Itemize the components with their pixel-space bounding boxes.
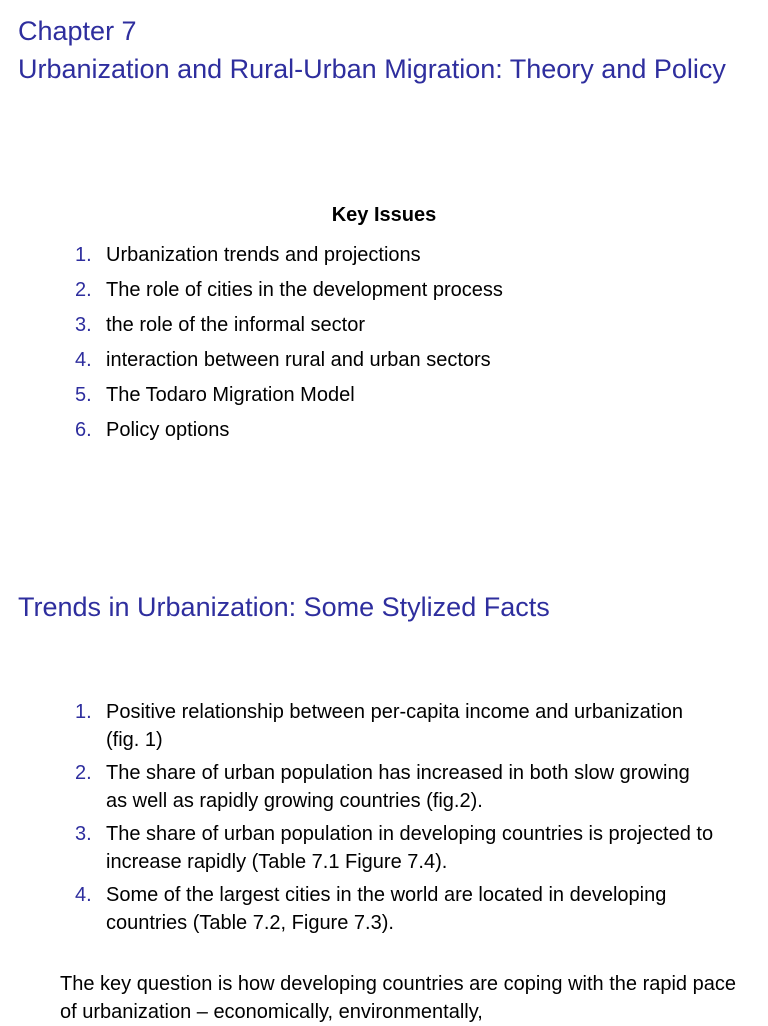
list-item (75, 312, 503, 338)
list-item-number: 5. (75, 384, 92, 406)
list-item-text: the role of the informal sector (106, 314, 366, 336)
list-item-number: 6. (75, 419, 92, 441)
list-item-number: 4. (75, 884, 92, 906)
list-item (75, 242, 503, 268)
list-item (75, 820, 715, 876)
list-item-number: 2. (75, 762, 92, 784)
list-item-number: 4. (75, 349, 92, 371)
list-item-text: Some of the largest cities in the world are located in developing countries (Table 7.2, Figure 7.3). (106, 884, 667, 934)
list-item-text: Urbanization trends and projections (106, 244, 421, 266)
page-title: Urbanization and Rural-Urban Migration: Theory and Policy (18, 54, 726, 84)
list-item-text: Policy options (106, 419, 230, 441)
chapter-title: Chapter 7 (18, 16, 137, 46)
list-item-text: The role of cities in the development process (106, 279, 503, 301)
section-title: Trends in Urbanization: Some Stylized Facts (18, 592, 550, 622)
list-item (75, 759, 715, 815)
key-issues-heading: Key Issues (331, 204, 437, 226)
closing-paragraph: The key question is how developing countries are coping with the rapid pace of urbanization – economically, environmentally, (60, 973, 736, 1023)
list-item (75, 881, 715, 937)
list-item (75, 417, 503, 443)
list-item-text: The share of urban population in developing countries is projected to increase rapidly (Table 7.1 Figure 7.4). (106, 823, 714, 873)
list-item-text: The share of urban population has increased in both slow growing as well as rapidly growing countries (fig.2). (106, 762, 690, 812)
list-item-number: 3. (75, 823, 92, 845)
list-item-number: 3. (75, 314, 92, 336)
stylized-facts-list (75, 698, 715, 942)
list-item-number: 1. (75, 701, 92, 723)
list-item (75, 382, 503, 408)
list-item-text: The Todaro Migration Model (106, 384, 355, 406)
list-item-text: interaction between rural and urban sectors (106, 349, 491, 371)
list-item (75, 347, 503, 373)
key-issues-list (75, 242, 503, 452)
list-item-number: 2. (75, 279, 92, 301)
list-item (75, 698, 715, 754)
list-item-text: Positive relationship between per-capita income and urbanization (fig. 1) (106, 701, 684, 751)
list-item (75, 277, 503, 303)
list-item-number: 1. (75, 244, 92, 266)
